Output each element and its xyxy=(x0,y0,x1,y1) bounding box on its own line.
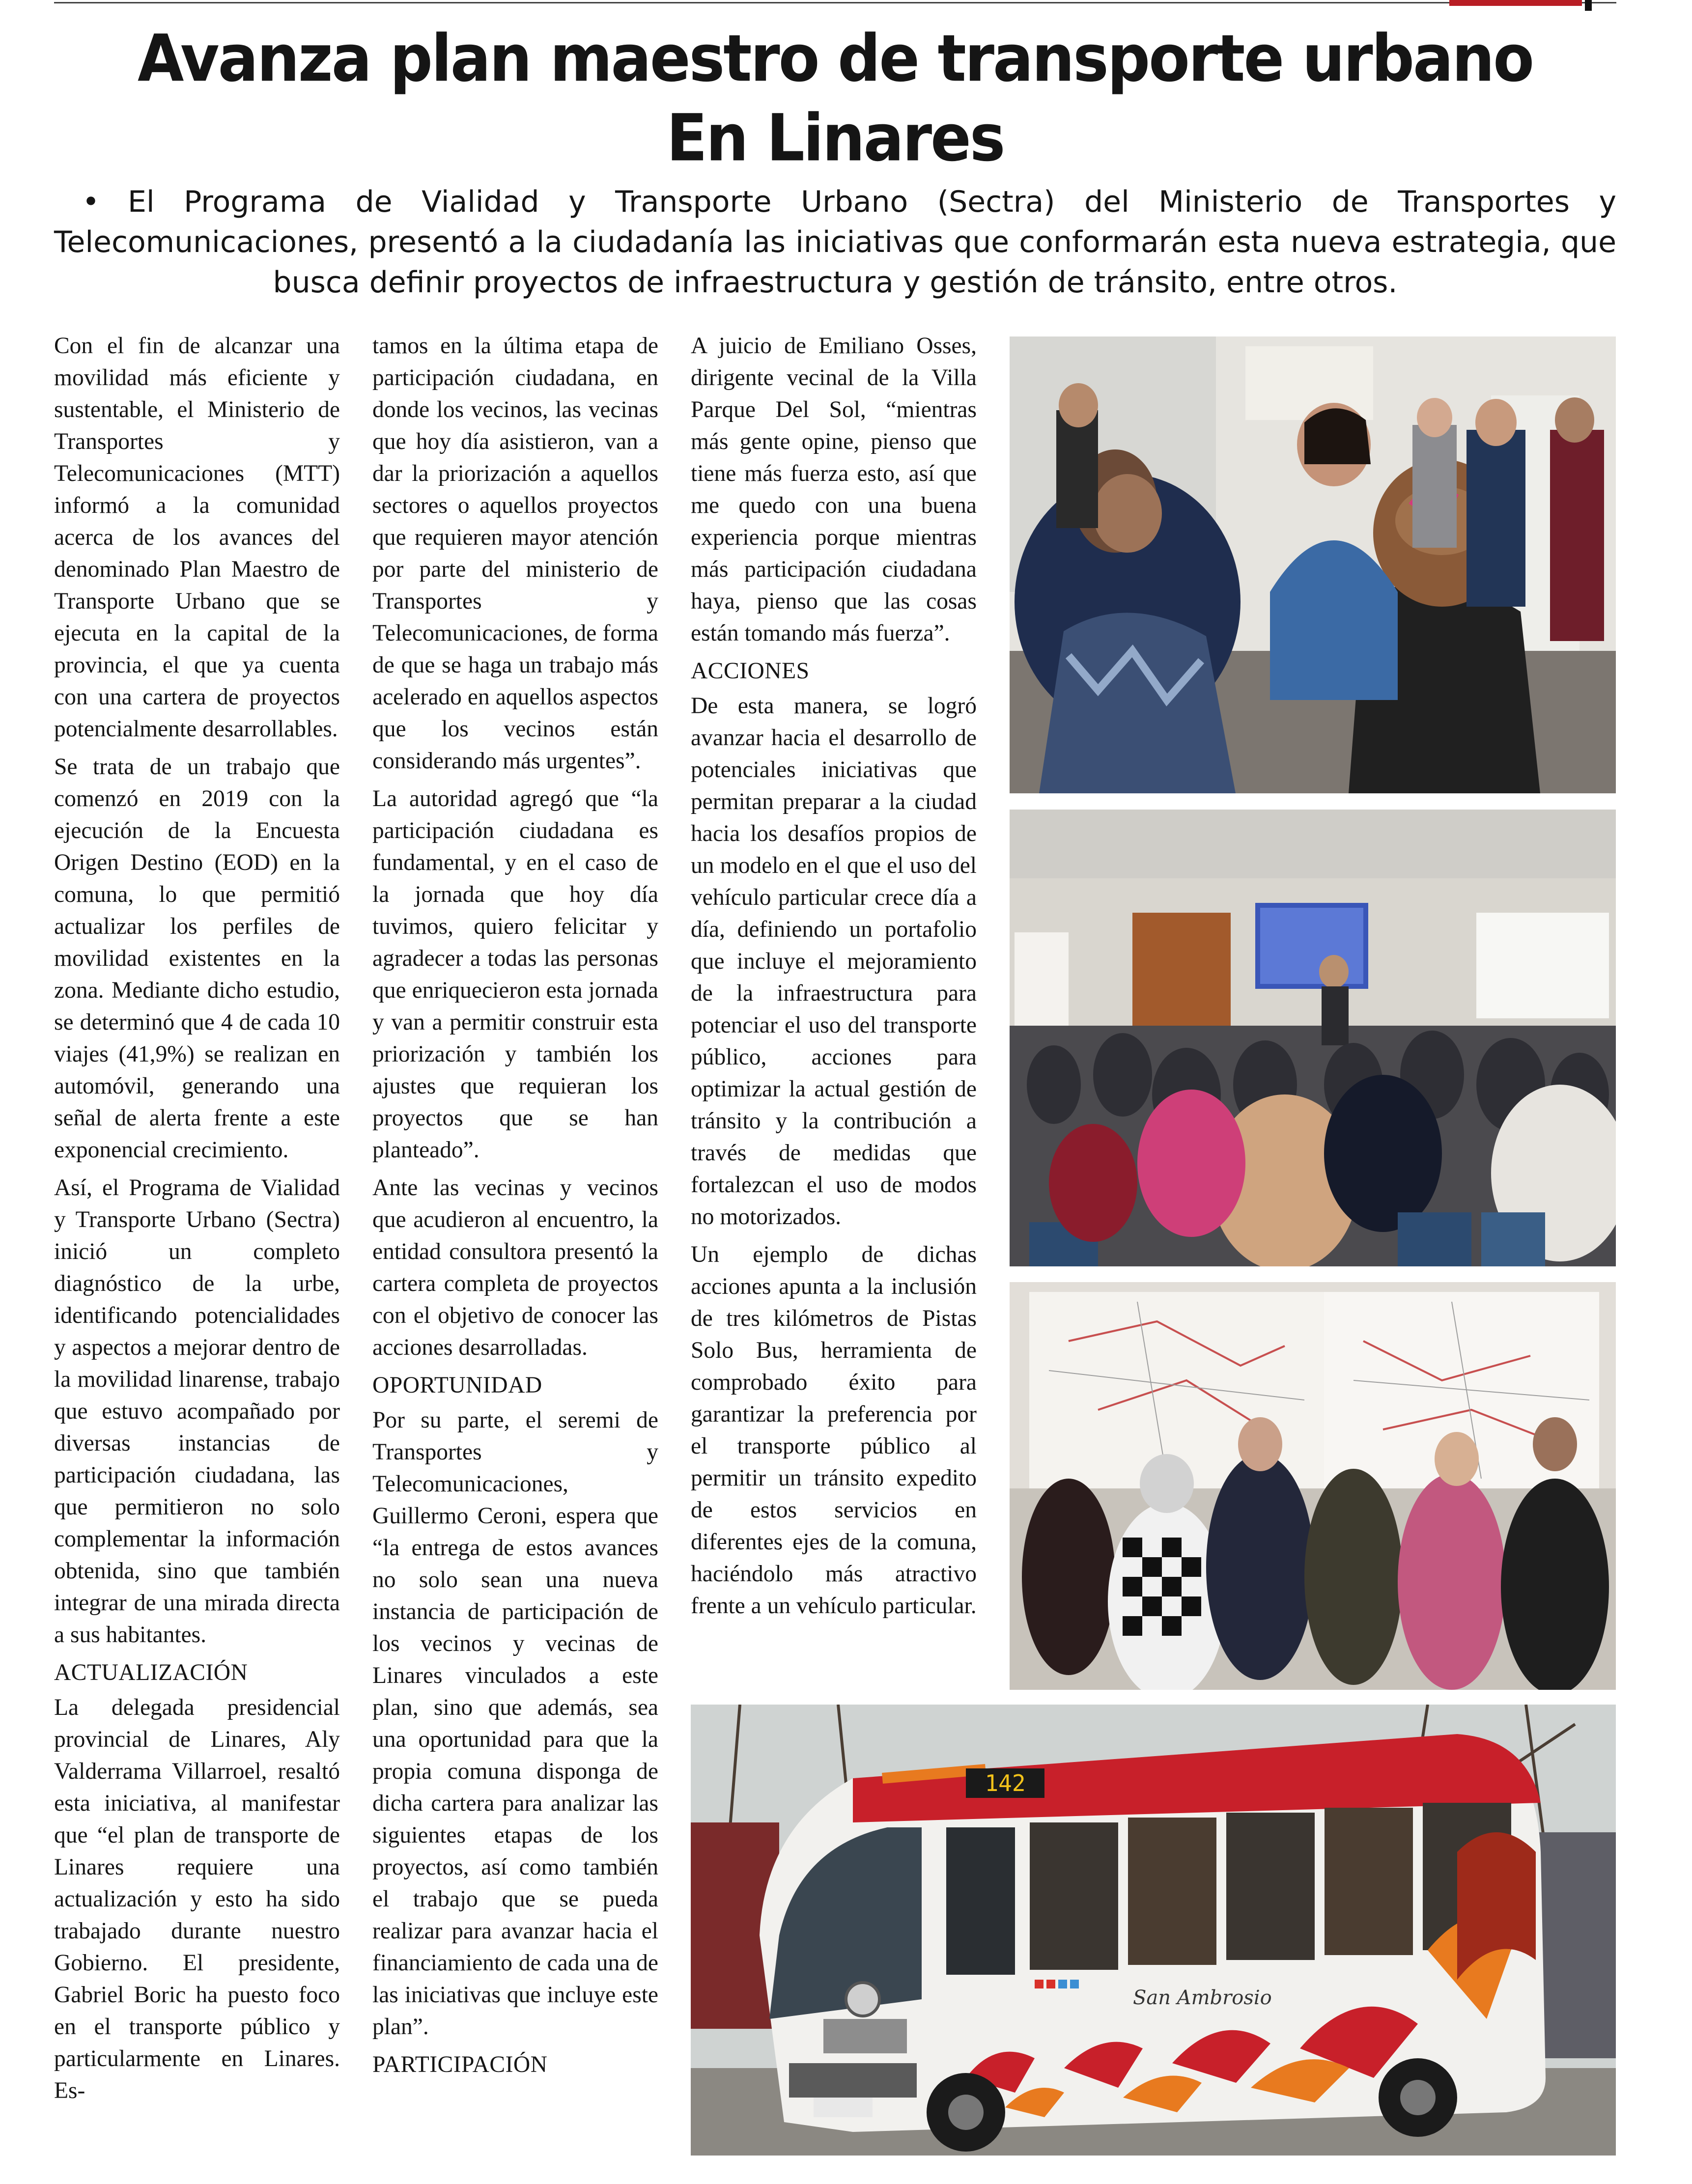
section-tab-marker xyxy=(1585,0,1592,11)
bus-route-number: 142 xyxy=(985,1770,1026,1796)
paragraph: A juicio de Emiliano Osses, dirigente vecinal de la Villa Parque Del Sol, “mientras más gente opine, pienso que tiene más fuerza esto, así que me quedo con una buena experiencia porque mientras más participación ciudadana haya, pienso que las cosas están tomando más fuerza”. xyxy=(691,333,977,646)
photo-presentation xyxy=(1010,810,1616,1266)
headline-line-1: Avanza plan maestro de transporte urbano xyxy=(138,21,1533,96)
photo-meeting-illustration xyxy=(1010,336,1616,793)
paragraph: De esta manera, se logró avanzar hacia el desarrollo de potenciales iniciativas que permitan preparar a la ciudad hacia los desafíos propios de un modelo en el que el uso del vehículo particular crece día a día, definiendo un portafolio que incluye el mejoramiento de la infraestructura para potenciar el uso del transporte público, acciones para optimizar la actual gestión de tránsito y la contribución a través de medidas que fortalezcan el uso de modos no motorizados. xyxy=(691,693,977,1230)
headline-line-2: En Linares xyxy=(666,100,1004,176)
article-column-1 xyxy=(54,330,340,2113)
photo-map-illustration xyxy=(1010,1282,1616,1690)
photo-bus-illustration xyxy=(691,1705,1616,2156)
paragraph: Por su parte, el seremi de Transportes y Telecomunicaciones, Guillermo Ceroni, espera que “la entrega de estos avances no solo sean una nueva instancia de participación de los vecinos y vecinas de Linares vinculados a este plan, sino que además, sea una oportunidad para que la propia comuna disponga de dicha cartera para analizar las siguientes etapas de los proyectos, así como también el trabajo que se pueda realizar para avanzar hacia el financiamiento de cada una de las iniciativas que incluye este plan”. xyxy=(372,1407,658,2040)
article-column-2 xyxy=(372,330,658,2084)
headline xyxy=(54,19,1616,178)
paragraph: La autoridad agregó que “la participación ciudadana es fundamental, y en el caso de la jornada que hoy día tuvimos, quiero felicitar y agradecer a todas las personas que enriquecieron esta jornada y van a permitir construir esta priorización y también los ajustes que requieran los proyectos que se han planteado”. xyxy=(372,786,658,1163)
subheading-oportunidad: OPORTUNIDAD xyxy=(372,1372,542,1398)
photo-meeting xyxy=(1010,336,1616,793)
paragraph: Con el fin de alcanzar una movilidad más eficiente y sustentable, el Ministerio de Transportes y Telecomunicaciones (MTT) informó a la comunidad acerca de los avances del denominado Plan Maestro de Transporte Urbano que se ejecuta en la capital de la provincia, el que ya cuenta con una cartera de proyectos potencialmente desarrollables. xyxy=(54,333,340,742)
deck-text: El Programa de Vialidad y Transporte Urbano (Sectra) del Ministerio de Transportes y Telecomunicaciones, presentó a la ciudadanía las iniciativas que conformarán esta nueva estrategia, que busca definir proyectos de infraestructura y gestión de tránsito, entre otros. xyxy=(54,185,1616,300)
paragraph: La delegada presidencial provincial de Linares, Aly Valderrama Villarroel, resaltó esta iniciativa, al manifestar que “el plan de transporte de Linares requiere una actualización y esto ha sido trabajado durante nuestro Gobierno. El presidente, Gabriel Boric ha puesto foco en el transporte público y particularmente en Linares. Es- xyxy=(54,1695,340,2103)
photo-map-review xyxy=(1010,1282,1616,1690)
paragraph: Un ejemplo de dichas acciones apunta a la inclusión de tres kilómetros de Pistas Solo Bus, herramienta de comprobado éxito para garantizar la preferencia por el transporte público al permitir un tránsito expedito de estos servicios en diferentes ejes de la comuna, haciéndolo más atractivo frente a un vehículo particular. xyxy=(691,1242,977,1619)
paragraph: Así, el Programa de Vialidad y Transporte Urbano (Sectra) inició un completo diagnóstico de la urbe, identificando potencialidades y aspectos a mejorar dentro de la movilidad linarense, trabajo que estuvo acompañado por diversas instancias de participación ciudadana, las que permitieron no solo complementar la información obtenida, sino que también integrar de una mirada directa a sus habitantes. xyxy=(54,1175,340,1648)
photo-bus xyxy=(691,1705,1616,2156)
bus-brand-script: San Ambrosio xyxy=(1133,1987,1272,2009)
photo-presentation-illustration xyxy=(1010,810,1616,1266)
subheading-actualizacion: ACTUALIZACIÓN xyxy=(54,1660,248,1685)
paragraph: Se trata de un trabajo que comenzó en 2019 con la ejecución de la Encuesta Origen Destino (EOD) en la comuna, lo que permitió actualizar los perfiles de movilidad existentes en la zona. Mediante dicho estudio, se determinó que 4 de cada 10 viajes (41,9%) se realizan en automóvil, generando una señal de alerta frente a este exponencial crecimiento. xyxy=(54,754,340,1163)
paragraph: Ante las vecinas y vecinos que acudieron al encuentro, la entidad consultora presentó la cartera completa de proyectos con el objetivo de conocer las acciones desarrolladas. xyxy=(372,1175,658,1360)
subheading-acciones: ACCIONES xyxy=(691,658,810,684)
paragraph: tamos en la última etapa de participación ciudadana, en donde los vecinos, las vecinas que hoy día asistieron, van a dar la priorización a aquellos sectores o aquellos proyectos que requieren mayor atención por parte del ministerio de Transportes y Telecomunicaciones, de forma de que se haga un trabajo más acelerado en aquellos aspectos que los vecinos están considerando más urgentes”. xyxy=(372,333,658,774)
deck-bullet: • xyxy=(82,185,100,219)
deck-summary xyxy=(54,182,1616,303)
section-tab xyxy=(1449,0,1582,6)
subheading-participacion: PARTICIPACIÓN xyxy=(372,2052,548,2077)
article-column-3 xyxy=(691,330,977,1628)
top-rule xyxy=(54,2,1616,3)
